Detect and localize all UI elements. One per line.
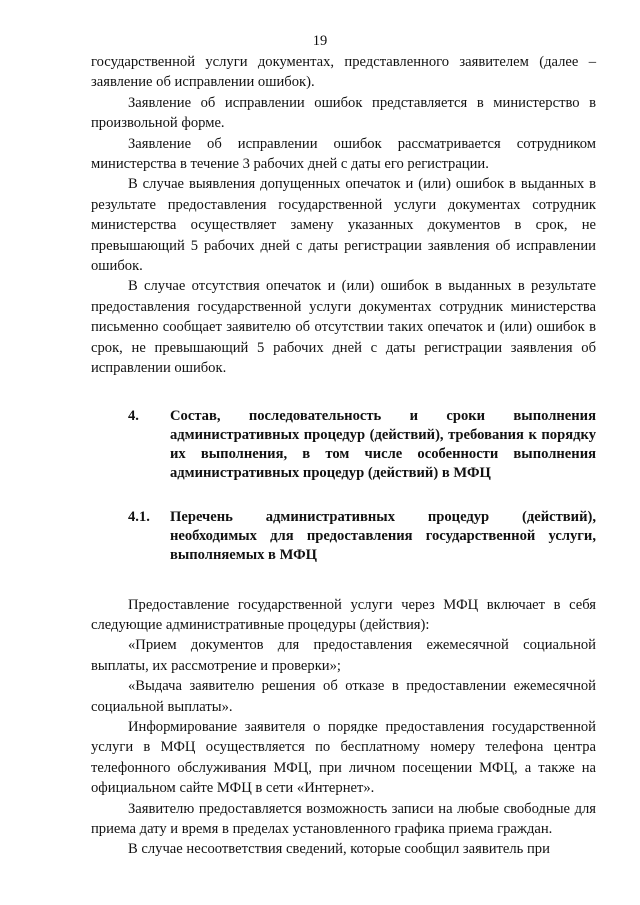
page-number: 19 [312,33,328,49]
subsection-number: 4.1. [128,508,150,525]
paragraph: Заявление об исправлении ошибок рассматривается сотрудником министерства в течение 3 рабочих дней с даты его регистрации. [91,135,596,173]
paragraph: Информирование заявителя о порядке предоставления государственной услуги в МФЦ осуществляется по бесплатному номеру телефона центра телефонного обслуживания МФЦ, при личном посещении МФЦ, а также на официальном сайте МФЦ в сети «Интернет». [91,718,596,797]
section-number: 4. [128,407,139,424]
paragraph: «Выдача заявителю решения об отказе в предоставлении ежемесячной социальной выплаты». [91,678,596,715]
section-title: Состав, последовательность и сроки выполнения административных процедур (действий), требования к порядку их выполнения, в том числе особенности выполнения административных процедур (действий) в МФЦ [170,407,596,481]
paragraph: В случае выявления допущенных опечаток и (или) ошибок в выданных в результате предоставления государственной услуги документах сотрудник министерства осуществляет замену указанных документов в срок, не превышающий 5 рабочих дней с даты регистрации заявления об исправлении ошибок. [91,176,596,275]
subsection-title: Перечень административных процедур (действий), необходимых для предоставления государственной услуги, выполняемых в МФЦ [170,508,596,563]
paragraph: В случае несоответствия сведений, которые сообщил заявитель при [128,841,550,858]
paragraph: Заявление об исправлении ошибок представляется в министерство в произвольной форме. [91,94,596,132]
paragraph: государственной услуги документах, представленного заявителем (далее – заявление об исправлении ошибок). [91,54,596,91]
paragraph: Заявителю предоставляется возможность записи на любые свободные для приема дату и время в пределах установленного графика приема граждан. [91,800,596,837]
document-body [91,52,596,860]
section-heading [91,407,596,483]
paragraph: «Прием документов для предоставления ежемесячной социальной выплаты, их рассмотрение и проверки»; [91,637,596,674]
paragraph: В случае отсутствия опечаток и (или) ошибок в выданных в результате предоставления государственной услуги документах сотрудник министерства письменно сообщает заявителю об отсутствии таких опечаток и (или) ошибок в срок, не превышающий 5 рабочих дней с даты регистрации заявления об исправлении ошибок. [91,278,596,377]
paragraph: Предоставление государственной услуги через МФЦ включает в себя следующие административные процедуры (действия): [91,596,596,633]
subsection-heading [91,508,596,565]
